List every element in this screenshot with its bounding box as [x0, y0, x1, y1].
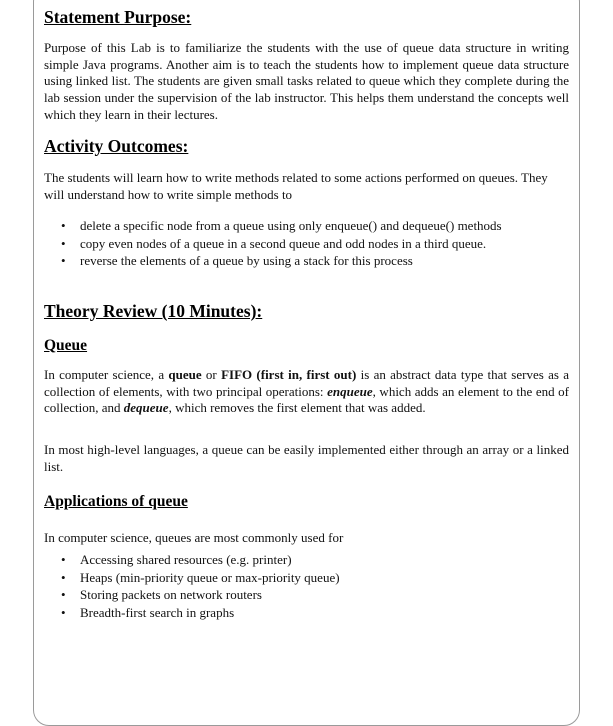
list-item	[44, 586, 572, 604]
statement-purpose-text: Purpose of this Lab is to familiarize the students with the use of queue data structure in writing simple Java programs. Another aim is to teach the students how to implement queue data structure using linked list. The students are given small tasks related to queue which they complete during the lab session under the supervision of the lab instructor. This helps them understand the concepts well which they learn in their lectures.	[44, 40, 569, 122]
list-item	[44, 235, 572, 253]
bullet-icon: •	[61, 235, 66, 251]
list-item-text: Accessing shared resources (e.g. printer)	[80, 552, 292, 567]
bullet-icon: •	[61, 218, 66, 233]
list-item-text: Heaps (min-priority queue or max-priority queue)	[80, 569, 340, 585]
bullet-icon: •	[61, 604, 66, 620]
list-item-text: Breadth-first search in graphs	[80, 604, 235, 620]
keyword-enqueue: enqueue	[327, 383, 373, 399]
list-item	[44, 551, 572, 569]
queue-subheading: Queue	[44, 337, 88, 354]
activity-outcomes-intro: The students will learn how to write methods related to some actions performed on queues. They will understand how to write simple methods to	[44, 170, 548, 202]
list-item-text: copy even nodes of a queue in a second queue and odd nodes in a third queue.	[80, 235, 487, 251]
list-item	[44, 252, 572, 270]
bullet-icon: •	[61, 552, 66, 567]
queue-implementation-text: In most high-level languages, a queue can be easily implemented either through an array or a linked list.	[44, 442, 569, 474]
applications-subheading: Applications of queue	[44, 493, 188, 510]
keyword-queue: queue	[168, 367, 202, 382]
list-item	[44, 217, 572, 235]
queue-definition-text: In computer science, a queue or FIFO (first in, first out) is an abstract data type that serves as a collection of elements, with two principal operations: enqueue, which adds an element to the end of collection, and dequeue, which removes the first element that was added.	[44, 367, 570, 416]
list-item	[44, 604, 572, 622]
activity-outcomes-heading: Activity Outcomes:	[44, 136, 189, 156]
statement-purpose-heading: Statement Purpose:	[44, 7, 192, 27]
bullet-icon: •	[61, 253, 66, 268]
keyword-dequeue: dequeue	[123, 400, 169, 416]
applications-intro: In computer science, queues are most commonly used for	[44, 530, 344, 545]
list-item-text: delete a specific node from a queue using only enqueue() and dequeue() methods	[80, 218, 502, 233]
list-item-text: reverse the elements of a queue by using a stack for this process	[80, 253, 413, 268]
theory-review-heading: Theory Review (10 Minutes):	[44, 301, 263, 321]
applications-list	[44, 551, 572, 621]
activity-outcomes-list	[44, 217, 572, 270]
bullet-icon: •	[61, 587, 66, 602]
bullet-icon: •	[61, 569, 66, 585]
list-item-text: Storing packets on network routers	[80, 587, 262, 602]
list-item	[44, 569, 572, 587]
keyword-fifo: FIFO (first in, first out)	[221, 367, 357, 382]
